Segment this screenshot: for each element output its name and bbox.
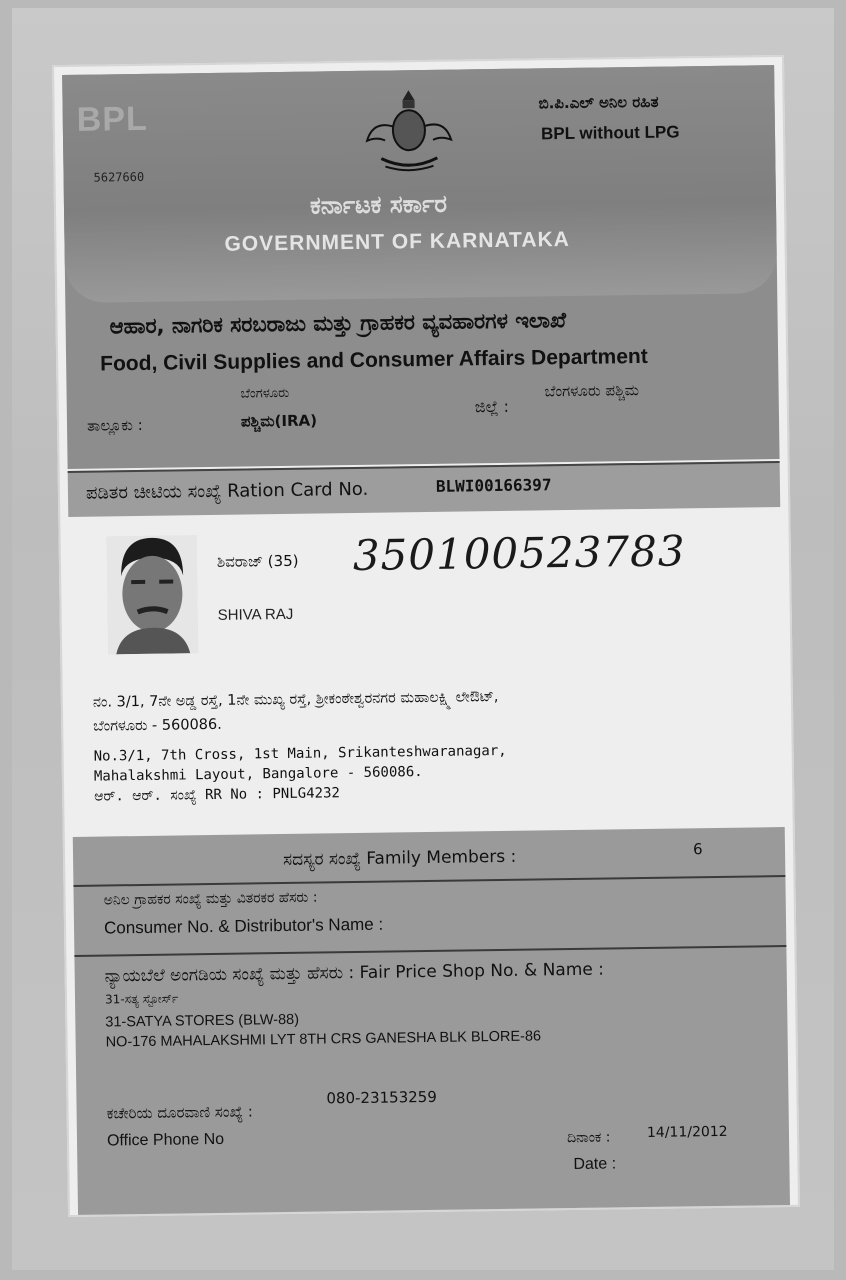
- address-line-2-kannada: ಬೆಂಗಳೂರು - 560086.: [93, 716, 222, 735]
- ration-card-number: BLWI00166397: [435, 475, 552, 496]
- government-title-kannada: ಕರ್ನಾಟಕ ಸರ್ಕಾರ: [309, 189, 448, 220]
- district-value: ಬೆಂಗಳೂರು ಪಶ್ಚಿಮ: [544, 381, 640, 401]
- consumer-label: Consumer No. & Distributor's Name :: [103, 914, 384, 938]
- card-type: BPL without LPG: [540, 122, 680, 144]
- government-title: GOVERNMENT OF KARNATAKA: [224, 227, 571, 256]
- holder-photo: [107, 535, 199, 654]
- date-label: Date :: [573, 1155, 617, 1173]
- address-line-1: No.3/1, 7th Cross, 1st Main, Srikanteshwaranagar,: [93, 742, 507, 765]
- holder-name-kannada: ಶಿವರಾಜ್ (35): [216, 551, 299, 571]
- issue-date: 14/11/2012: [646, 1123, 728, 1141]
- address-line-1-kannada: ನಂ. 3/1, 7ನೇ ಅಡ್ಡ ರಸ್ತೆ, 1ನೇ ಮುಖ್ಯ ರಸ್ತೆ, ಶ್ರೀಕಂಠೇಶ್ವರನಗರ ಮಹಾಲಕ್ಷ್ಮಿ ಲೇಔಟ್,: [92, 688, 499, 711]
- ration-card: [52, 55, 800, 1217]
- office-phone-number: 080-23153259: [326, 1087, 437, 1108]
- family-members-label: ಸದಸ್ಯರ ಸಂಖ್ಯೆ Family Members :: [282, 846, 517, 871]
- office-phone-label-kannada: ಕಚೇರಿಯ ದೂರವಾಣಿ ಸಂಖ್ಯೆ :: [106, 1102, 253, 1123]
- rr-number: ಆರ್. ಆರ್. ಸಂಖ್ಯೆ RR No : PNLG4232: [94, 785, 340, 805]
- card-type-kannada: ಬಿ.ಪಿ.ಎಲ್ ಅನಿಲ ರಹಿತ: [538, 92, 659, 113]
- department-name-kannada: ಆಹಾರ, ನಾಗರಿಕ ಸರಬರಾಜು ಮತ್ತು ಗ್ರಾಹಕರ ವ್ಯವಹಾರಗಳ ಇಲಾಖೆ: [109, 308, 567, 339]
- bpl-watermark: BPL: [76, 99, 149, 139]
- handwritten-number: 350100523783: [352, 526, 686, 581]
- taluk-city: ಬೆಂಗಳೂರು: [240, 385, 290, 402]
- ration-card-label: ಪಡಿತರ ಚೀಟಿಯ ಸಂಖ್ಯೆ Ration Card No.: [85, 478, 369, 504]
- scanned-page: [12, 8, 834, 1270]
- taluk-label: ತಾಲ್ಲೂಕು :: [86, 415, 143, 435]
- ration-card-number-row: [68, 461, 781, 517]
- department-name: Food, Civil Supplies and Consumer Affairs Department: [100, 344, 648, 376]
- address-line-2: Mahalakshmi Layout, Bangalore - 560086.: [93, 764, 423, 785]
- card-details: [73, 827, 790, 1217]
- consumer-label-kannada: ಅನಿಲ ಗ್ರಾಹಕರ ಸಂಖ್ಯೆ ಮತ್ತು ವಿತರಕರ ಹೆಸರು :: [103, 889, 318, 909]
- card-header: [62, 65, 779, 469]
- holder-name: SHIVA RAJ: [217, 605, 294, 624]
- fair-price-shop-label: ನ್ಯಾಯಬೆಲೆ ಅಂಗಡಿಯ ಸಂಖ್ಯೆ ಮತ್ತು ಹೆಸರು : Fair Price Shop No. & Name :: [104, 959, 605, 987]
- office-phone-label: Office Phone No: [106, 1130, 225, 1150]
- family-members-count: 6: [692, 840, 703, 859]
- date-label-kannada: ದಿನಾಂಕ :: [566, 1129, 611, 1147]
- shop-address: NO-176 MAHALAKSHMI LYT 8TH CRS GANESHA BLK BLORE-86: [105, 1028, 542, 1051]
- divider: [74, 945, 786, 957]
- header-banner: [62, 65, 777, 303]
- serial-number: 5627660: [93, 169, 145, 185]
- shop-name-kannada: 31-ಸತ್ಯ ಸ್ಟೋರ್ಸ್: [104, 991, 179, 1007]
- district-label: ಜಿಲ್ಲೆ :: [474, 396, 510, 417]
- shop-name: 31-SATYA STORES (BLW-88): [105, 1011, 300, 1031]
- taluk-value: ಪಶ್ಚಿಮ(IRA): [240, 411, 318, 431]
- state-emblem-icon: [358, 85, 459, 176]
- divider: [73, 875, 785, 887]
